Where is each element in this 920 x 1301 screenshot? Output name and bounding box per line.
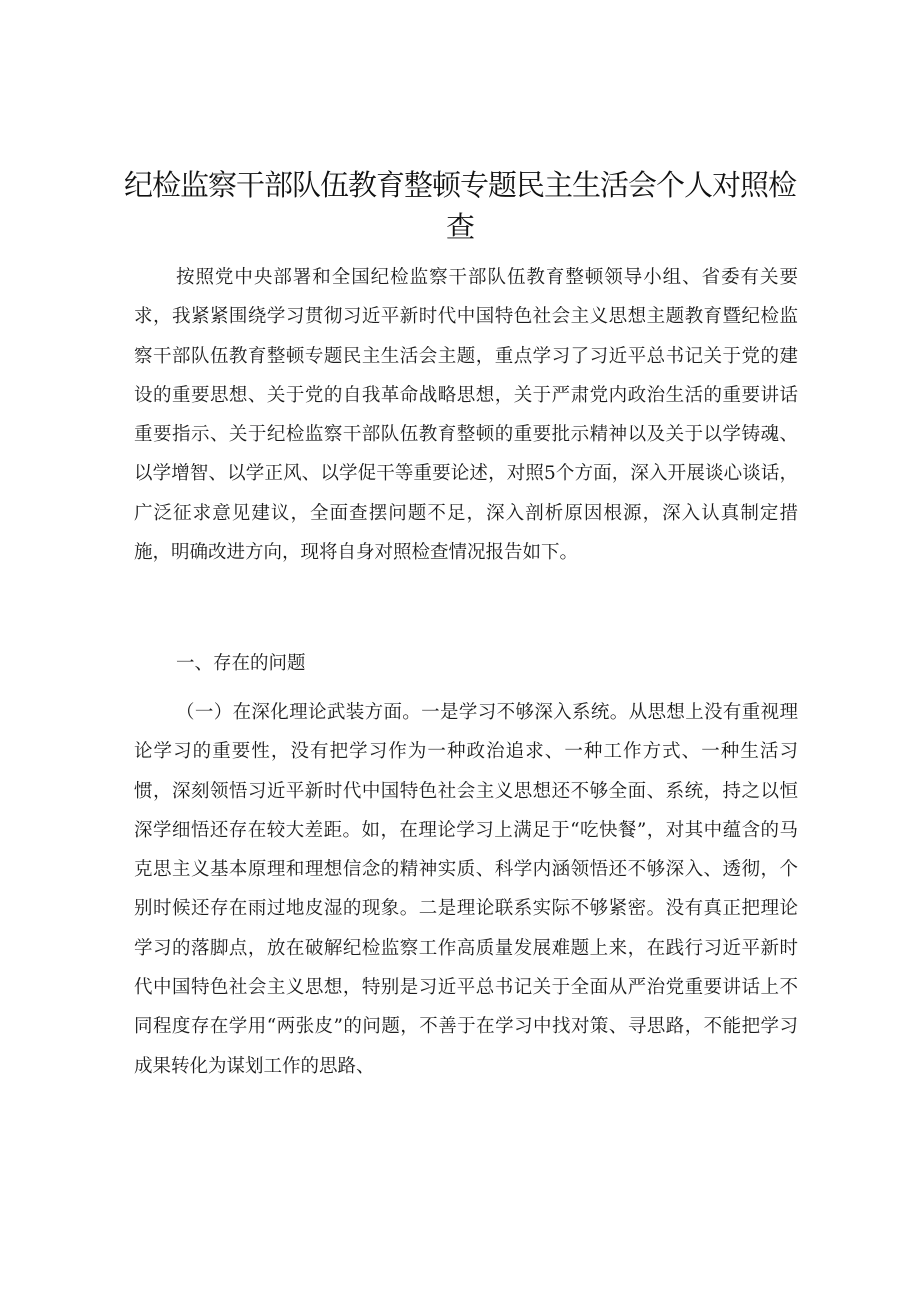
- intro-paragraph: 按照党中央部署和全国纪检监察干部队伍教育整顿领导小组、省委有关要求，我紧紧围绕学习贯彻习近平新时代中国特色社会主义思想主题教育暨纪检监察干部队伍教育整顿专题民主生活会主题，重点学习了习近平总书记关于党的建设的重要思想、关于党的自我革命战略思想，关于严肃党内政治生活的重要讲话重要指示、关于纪检监察干部队伍教育整顿的重要批示精神以及关于以学铸魂、以学增智、以学正风、以学促干等重要论述，对照5个方面，深入开展谈心谈话，广泛征求意见建议，全面查摆问题不足，深入剖析原因根源，深入认真制定措施，明确改进方向，现将自身对照检查情况报告如下。: [134, 267, 798, 564]
- section-heading: 一、存在的问题: [176, 653, 306, 674]
- subsection-paragraph: （一）在深化理论武装方面。一是学习不够深入系统。从思想上没有重视理论学习的重要性，没有把学习作为一种政治追求、一种工作方式、一种生活习惯，深刻领悟习近平新时代中国特色社会主义思想还不够全面、系统，持之以恒深学细悟还存在较大差距。如，在理论学习上满足于“吃快餐”，对其中蕴含的马克思主义基本原理和理想信念的精神实质、科学内涵领悟还不够深入、透彻，个别时候还存在雨过地皮湿的现象。二是理论联系实际不够紧密。没有真正把理论学习的落脚点，放在破解纪检监察工作高质量发展难题上来，在践行习近平新时代中国特色社会主义思想，特别是习近平总书记关于全面从严治党重要讲话上不同程度存在学用“两张皮”的问题，不善于在学习中找对策、寻思路，不能把学习成果转化为谋划工作的思路、: [134, 702, 798, 1077]
- document-title: 纪检监察干部队伍教育整顿专题民主生活会个人对照检查: [123, 168, 796, 244]
